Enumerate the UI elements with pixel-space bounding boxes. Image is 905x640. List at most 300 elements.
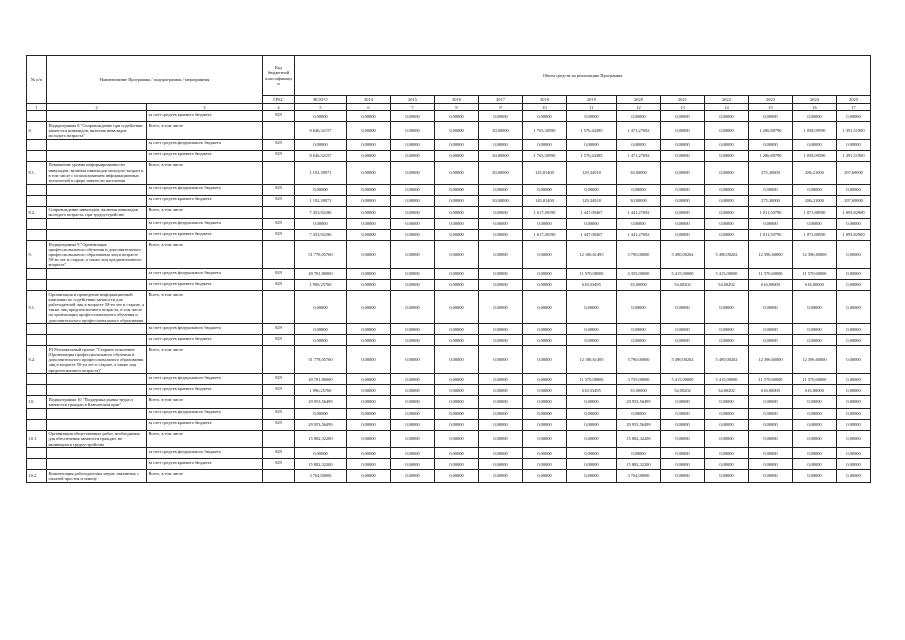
header-year: 2022 xyxy=(705,96,749,104)
row-value: 0,00000 xyxy=(479,346,523,374)
row-value: 0,00000 xyxy=(347,184,391,195)
row-value: 5 415,00000 xyxy=(661,269,705,280)
header-year: 2019 xyxy=(567,96,617,104)
row-value: 0,00000 xyxy=(347,206,391,218)
row-value: 0,00000 xyxy=(837,374,871,385)
row-value: 0,00000 xyxy=(523,430,567,448)
column-index: 8 xyxy=(435,104,479,111)
row-value: 0,00000 xyxy=(617,184,661,195)
header-year: 2023 xyxy=(749,96,793,104)
row-value: 0,00000 xyxy=(479,374,523,385)
row-value: 0,00000 xyxy=(391,150,435,161)
row-value: 0,00000 xyxy=(705,419,749,430)
row-value: 0,00000 xyxy=(837,408,871,419)
row-value: 0,00000 xyxy=(661,470,705,482)
row-grbs-code xyxy=(263,291,295,324)
row-value: 0,00000 xyxy=(347,430,391,448)
row-value: 1 576,44385 xyxy=(567,122,617,140)
row-value: 0,00000 xyxy=(479,470,523,482)
table-row xyxy=(27,346,871,374)
row-value: 1 093,82900 xyxy=(837,230,871,241)
row-value: 49 781,80000 xyxy=(295,374,347,385)
row-funding-source: Всего, в том числе xyxy=(147,430,263,448)
row-value: 0,00000 xyxy=(347,241,391,269)
column-index: 17 xyxy=(837,104,871,111)
row-grbs-code: 829 xyxy=(263,385,295,396)
row-value: 0,00000 xyxy=(567,291,617,324)
row-value: 0,00000 xyxy=(661,184,705,195)
header-year: ВСЕГО xyxy=(295,96,347,104)
row-value: 0,00000 xyxy=(479,396,523,408)
row-value: 8 646,32157 xyxy=(295,150,347,161)
row-funding-source: за счет средств краевого бюджета xyxy=(147,111,263,122)
row-value: 0,00000 xyxy=(479,219,523,230)
row-number: 9.2. xyxy=(27,346,47,374)
row-value: 0,00000 xyxy=(479,448,523,459)
row-value: 0,00000 xyxy=(435,111,479,122)
row-name: Сопровождение инвалидов, включая инвалидов молодого возраста, при трудоустройстве xyxy=(47,206,147,218)
row-number: 8.1. xyxy=(27,161,47,184)
row-value: 0,00000 xyxy=(523,241,567,269)
row-value: 0,00000 xyxy=(391,161,435,184)
row-value: 0,00000 xyxy=(435,206,479,218)
row-number: 9.1. xyxy=(27,291,47,324)
row-value: 0,00000 xyxy=(837,291,871,324)
row-value: 0,00000 xyxy=(391,195,435,206)
row-value: 11 570,60000 xyxy=(749,374,793,385)
row-value: 0,00000 xyxy=(705,430,749,448)
row-name: Повышение уровня информированности инвалидов, включая инвалидов молодого возраста, в том числе с использованием информационных технологий в сфере занятости населения xyxy=(47,161,147,184)
row-value: 0,00000 xyxy=(837,139,871,150)
row-value: 0,00000 xyxy=(391,419,435,430)
row-funding-source: за счет средств краевого бюджета xyxy=(147,459,263,470)
funding-table xyxy=(26,55,871,483)
row-value: 0,00000 xyxy=(793,184,837,195)
column-index: 13 xyxy=(661,104,705,111)
row-value: 0,00000 xyxy=(661,448,705,459)
row-value: 0,00000 xyxy=(567,139,617,150)
row-name: Организация общественных работ, необходимых для обеспечения занятости граждан, не являющихся трудоустройства xyxy=(47,430,147,448)
row-value: 0,00000 xyxy=(523,184,567,195)
row-value: 0,00000 xyxy=(347,161,391,184)
row-value: 0,00000 xyxy=(295,139,347,150)
row-grbs-code: 829 xyxy=(263,419,295,430)
row-value: 0,00000 xyxy=(347,111,391,122)
row-grbs-code: 829 xyxy=(263,230,295,241)
row-name xyxy=(47,139,147,150)
row-value: 0,00000 xyxy=(793,396,837,408)
row-value: 616,00000 xyxy=(749,280,793,291)
header-year: 2020 xyxy=(617,96,661,104)
row-value: 0,00000 xyxy=(749,396,793,408)
row-grbs-code xyxy=(263,241,295,269)
row-value: 0,00000 xyxy=(793,470,837,482)
header-year: 2025 xyxy=(837,96,871,104)
row-grbs-code: 829 xyxy=(263,219,295,230)
row-funding-source: за счет средств федерального бюджета xyxy=(147,139,263,150)
row-value: 0,00000 xyxy=(749,430,793,448)
row-value: 0,00000 xyxy=(661,230,705,241)
row-value: 0,00000 xyxy=(391,470,435,482)
table-row xyxy=(27,241,871,269)
row-value: 0,00000 xyxy=(347,335,391,346)
row-value: 0,00000 xyxy=(617,139,661,150)
row-value: 0,00000 xyxy=(705,230,749,241)
column-index: 12 xyxy=(617,104,661,111)
row-funding-source: за счет средств федерального бюджета xyxy=(147,448,263,459)
table-row xyxy=(27,448,871,459)
row-funding-source: за счет средств федерального бюджета xyxy=(147,324,263,335)
row-value: 1 617,49190 xyxy=(523,230,567,241)
row-value: 0,00000 xyxy=(837,335,871,346)
row-number xyxy=(27,139,47,150)
row-value: 0,00000 xyxy=(661,291,705,324)
row-value: 1 471,27692 xyxy=(617,122,661,140)
row-value: 0,00000 xyxy=(479,230,523,241)
row-number xyxy=(27,448,47,459)
row-value: 0,00000 xyxy=(617,324,661,335)
row-value: 0,00000 xyxy=(705,122,749,140)
row-value: 0,00000 xyxy=(523,408,567,419)
row-value: 1 763,30590 xyxy=(523,150,567,161)
row-value: 11 570,60000 xyxy=(793,374,837,385)
row-name xyxy=(47,195,147,206)
row-name xyxy=(47,335,147,346)
row-number: 9. xyxy=(27,241,47,269)
row-value: 0,00000 xyxy=(347,122,391,140)
row-value: 15 882,32200 xyxy=(295,459,347,470)
row-value: 0,00000 xyxy=(391,385,435,396)
row-value: 0,00000 xyxy=(479,280,523,291)
row-value: 0,00000 xyxy=(295,408,347,419)
row-value: 0,00000 xyxy=(391,408,435,419)
row-value: 49 781,80000 xyxy=(295,269,347,280)
row-number xyxy=(27,150,47,161)
row-name xyxy=(47,385,147,396)
table-row xyxy=(27,385,871,396)
row-value: 0,00000 xyxy=(347,324,391,335)
row-value: 3 355,00000 xyxy=(617,269,661,280)
row-value: 0,00000 xyxy=(347,448,391,459)
row-value: 0,00000 xyxy=(749,459,793,470)
row-value: 0,00000 xyxy=(435,150,479,161)
row-value: 0,00000 xyxy=(479,459,523,470)
row-value: 0,00000 xyxy=(661,139,705,150)
row-value: 0,00000 xyxy=(567,430,617,448)
table-row xyxy=(27,374,871,385)
row-funding-source: Всего, в том числе xyxy=(147,122,263,140)
row-value: 0,00000 xyxy=(479,269,523,280)
table-row xyxy=(27,459,871,470)
row-name xyxy=(47,230,147,241)
table-row xyxy=(27,419,871,430)
row-value: 1 286,80790 xyxy=(749,150,793,161)
table-row xyxy=(27,230,871,241)
table-row xyxy=(27,139,871,150)
row-value: 0,00000 xyxy=(391,122,435,140)
column-index: 6 xyxy=(347,104,391,111)
row-value: 0,00000 xyxy=(523,324,567,335)
row-value: 51 778,05760 xyxy=(295,346,347,374)
row-value: 0,00000 xyxy=(479,241,523,269)
table-row xyxy=(27,396,871,408)
row-value: 0,00000 xyxy=(705,139,749,150)
row-value: 0,00000 xyxy=(749,470,793,482)
row-value: 0,00000 xyxy=(661,408,705,419)
header-code: Код бюджетной классификации xyxy=(263,56,295,96)
table-row xyxy=(27,206,871,218)
row-value: 0,00000 xyxy=(391,324,435,335)
column-index: 3 xyxy=(147,104,263,111)
row-value: 0,00000 xyxy=(295,291,347,324)
row-value: 129,34918 xyxy=(567,161,617,184)
row-value: 29 953,56499 xyxy=(617,419,661,430)
header-grbs: ГРБС xyxy=(263,96,295,104)
row-value: 54,00202 xyxy=(661,280,705,291)
row-value: 7 453,92186 xyxy=(295,230,347,241)
row-value: 0,00000 xyxy=(661,459,705,470)
row-number xyxy=(27,184,47,195)
row-value: 0,00000 xyxy=(617,111,661,122)
row-value: 0,00000 xyxy=(617,448,661,459)
row-value: 0,00000 xyxy=(347,419,391,430)
row-value: 0,00000 xyxy=(793,291,837,324)
row-value: 0,00000 xyxy=(661,161,705,184)
row-value: 0,00000 xyxy=(435,161,479,184)
row-value: 0,00000 xyxy=(435,385,479,396)
row-grbs-code: 829 xyxy=(263,374,295,385)
row-value: 5 415,00000 xyxy=(661,374,705,385)
row-number xyxy=(27,419,47,430)
row-value: 0,00000 xyxy=(749,324,793,335)
row-value: 0,00000 xyxy=(617,219,661,230)
row-value: 0,00000 xyxy=(391,459,435,470)
row-value: 30,00000 xyxy=(479,150,523,161)
row-value: 0,00000 xyxy=(617,291,661,324)
row-value: 0,00000 xyxy=(837,385,871,396)
row-value: 11 570,60000 xyxy=(749,269,793,280)
row-grbs-code: 829 xyxy=(263,280,295,291)
row-value: 0,00000 xyxy=(749,419,793,430)
row-value: 30,00000 xyxy=(617,195,661,206)
table-row xyxy=(27,111,871,122)
row-value: 0,00000 xyxy=(661,150,705,161)
row-value: 1 996,25760 xyxy=(295,280,347,291)
table-row xyxy=(27,430,871,448)
row-value: 1 058,09590 xyxy=(793,122,837,140)
row-value: 35,00000 xyxy=(617,280,661,291)
row-value: 0,00000 xyxy=(661,396,705,408)
row-value: 0,00000 xyxy=(661,219,705,230)
row-value: 0,00000 xyxy=(705,291,749,324)
row-value: 1 071,88590 xyxy=(793,206,837,218)
row-number xyxy=(27,335,47,346)
row-name xyxy=(47,184,147,195)
row-funding-source: за счет средств краевого бюджета xyxy=(147,150,263,161)
row-value: 7 453,92186 xyxy=(295,206,347,218)
row-value: 0,00000 xyxy=(391,448,435,459)
row-value: 0,00000 xyxy=(793,430,837,448)
row-value: 0,00000 xyxy=(749,408,793,419)
table-row xyxy=(27,122,871,140)
row-value: 0,00000 xyxy=(661,111,705,122)
row-number xyxy=(27,374,47,385)
row-number xyxy=(27,195,47,206)
row-value: 0,00000 xyxy=(793,139,837,150)
row-value: 12 396,60000 xyxy=(793,241,837,269)
row-value: 0,00000 xyxy=(479,184,523,195)
row-value: 0,00000 xyxy=(793,459,837,470)
row-number xyxy=(27,459,47,470)
column-index: 10 xyxy=(523,104,567,111)
row-value: 0,00000 xyxy=(749,335,793,346)
row-number xyxy=(27,269,47,280)
row-funding-source: за счет средств краевого бюджета xyxy=(147,280,263,291)
column-index: 14 xyxy=(705,104,749,111)
row-value: 0,00000 xyxy=(523,219,567,230)
row-value: 5 490,00202 xyxy=(705,241,749,269)
row-value: 1 011,50790 xyxy=(749,206,793,218)
table-row xyxy=(27,269,871,280)
row-funding-source: Всего, в том числе xyxy=(147,206,263,218)
row-number xyxy=(27,219,47,230)
row-value: 0,00000 xyxy=(617,335,661,346)
row-value: 0,00000 xyxy=(793,419,837,430)
row-value: 0,00000 xyxy=(295,448,347,459)
row-value: 0,00000 xyxy=(661,430,705,448)
row-value: 0,00000 xyxy=(523,269,567,280)
row-value: 0,00000 xyxy=(661,324,705,335)
row-value: 0,00000 xyxy=(479,419,523,430)
row-value: 0,00000 xyxy=(391,241,435,269)
row-value: 0,00000 xyxy=(391,346,435,374)
row-value: 0,00000 xyxy=(479,430,523,448)
row-name: Компенсация работодателям затрат, связанных с оплатой простоя и замену xyxy=(47,470,147,482)
table-row xyxy=(27,161,871,184)
row-value: 275,30000 xyxy=(749,161,793,184)
row-value: 0,00000 xyxy=(793,448,837,459)
column-index: 16 xyxy=(793,104,837,111)
header-index-row xyxy=(27,104,871,111)
row-value: 0,00000 xyxy=(661,195,705,206)
row-value: 129,34918 xyxy=(567,195,617,206)
row-value: 0,00000 xyxy=(435,291,479,324)
row-value: 0,00000 xyxy=(391,230,435,241)
row-value: 1 011,50790 xyxy=(749,230,793,241)
row-value: 0,00000 xyxy=(705,448,749,459)
row-grbs-code xyxy=(263,430,295,448)
row-value: 0,00000 xyxy=(567,470,617,482)
row-value: 0,00000 xyxy=(435,195,479,206)
row-value: 0,00000 xyxy=(567,111,617,122)
row-value: 0,00000 xyxy=(705,219,749,230)
row-number xyxy=(27,111,47,122)
row-value: 0,00000 xyxy=(749,291,793,324)
row-value: 0,00000 xyxy=(347,459,391,470)
row-value: 0,00000 xyxy=(837,219,871,230)
row-value: 0,00000 xyxy=(295,324,347,335)
row-name xyxy=(47,150,147,161)
row-value: 0,00000 xyxy=(347,396,391,408)
row-value: 11 570,08000 xyxy=(567,374,617,385)
row-value: 0,00000 xyxy=(347,269,391,280)
row-grbs-code: 829 xyxy=(263,324,295,335)
row-value: 0,00000 xyxy=(793,335,837,346)
row-value: 0,00000 xyxy=(567,448,617,459)
row-value: 1 071,88590 xyxy=(793,230,837,241)
row-name: P3 Региональный проект "Старшее поколение (Организация профессионального обучения и дополнительного профессионального образования лиц в возрасте 50-ти лет и старше, а также лиц предпенсионного возраста)" xyxy=(47,346,147,374)
row-number xyxy=(27,230,47,241)
row-value: 0,00000 xyxy=(435,139,479,150)
row-value: 11 570,60000 xyxy=(793,269,837,280)
row-value: 0,00000 xyxy=(837,269,871,280)
row-value: 145,81400 xyxy=(523,195,567,206)
row-value: 0,00000 xyxy=(435,230,479,241)
row-value: 8 646,32157 xyxy=(295,122,347,140)
table-row xyxy=(27,195,871,206)
row-value: 1 471,27692 xyxy=(617,150,661,161)
row-value: 1 441,27692 xyxy=(617,230,661,241)
row-value: 0,00000 xyxy=(347,470,391,482)
row-funding-source: Всего, в том числе xyxy=(147,346,263,374)
row-value: 5 490,00202 xyxy=(661,241,705,269)
row-name: Подпрограмма 9 "Организация профессионального обучения и дополнительного профессионального образования лиц в возрасте 50-ти лет и старше, а также лиц предпенсионного возраста" xyxy=(47,241,147,269)
row-value: 0,00000 xyxy=(347,346,391,374)
row-value: 3 764,00000 xyxy=(295,470,347,482)
row-value: 0,00000 xyxy=(435,374,479,385)
column-index: 5 xyxy=(295,104,347,111)
row-value: 3 790,00000 xyxy=(617,241,661,269)
row-value: 0,00000 xyxy=(295,219,347,230)
row-value: 0,00000 xyxy=(435,184,479,195)
row-value: 0,00000 xyxy=(661,335,705,346)
row-grbs-code xyxy=(263,122,295,140)
row-value: 30,00000 xyxy=(479,161,523,184)
row-grbs-code: 829 xyxy=(263,150,295,161)
row-value: 0,00000 xyxy=(523,111,567,122)
row-funding-source: за счет средств краевого бюджета xyxy=(147,230,263,241)
row-value: 0,00000 xyxy=(295,111,347,122)
row-value: 0,00000 xyxy=(705,324,749,335)
row-value: 616,00000 xyxy=(749,385,793,396)
row-number xyxy=(27,408,47,419)
table-row xyxy=(27,280,871,291)
row-value: 12 396,60000 xyxy=(749,241,793,269)
row-funding-source: Всего, в том числе xyxy=(147,470,263,482)
row-value: 5 490,00202 xyxy=(661,346,705,374)
row-value: 0,00000 xyxy=(837,419,871,430)
row-value: 1 093,82900 xyxy=(837,206,871,218)
row-value: 35,00000 xyxy=(617,385,661,396)
row-value: 0,00000 xyxy=(347,139,391,150)
row-value: 1 617,49190 xyxy=(523,206,567,218)
row-value: 1 576,44385 xyxy=(567,150,617,161)
row-value: 0,00000 xyxy=(837,396,871,408)
row-value: 0,00000 xyxy=(391,335,435,346)
row-value: 1 391,51900 xyxy=(837,150,871,161)
row-value: 0,00000 xyxy=(295,335,347,346)
row-value: 0,00000 xyxy=(749,184,793,195)
row-grbs-code: 829 xyxy=(263,408,295,419)
row-value: 0,00000 xyxy=(479,206,523,218)
row-funding-source: за счет средств краевого бюджета xyxy=(147,195,263,206)
row-value: 0,00000 xyxy=(705,470,749,482)
row-value: 5 415,00000 xyxy=(705,374,749,385)
row-grbs-code: 829 xyxy=(263,139,295,150)
row-value: 0,00000 xyxy=(523,335,567,346)
row-value: 0,00000 xyxy=(705,459,749,470)
row-name: Подпрограмма 8 "Сопровождение при содействии занятости инвалидов, включая инвалидов молодого возраста" xyxy=(47,122,147,140)
